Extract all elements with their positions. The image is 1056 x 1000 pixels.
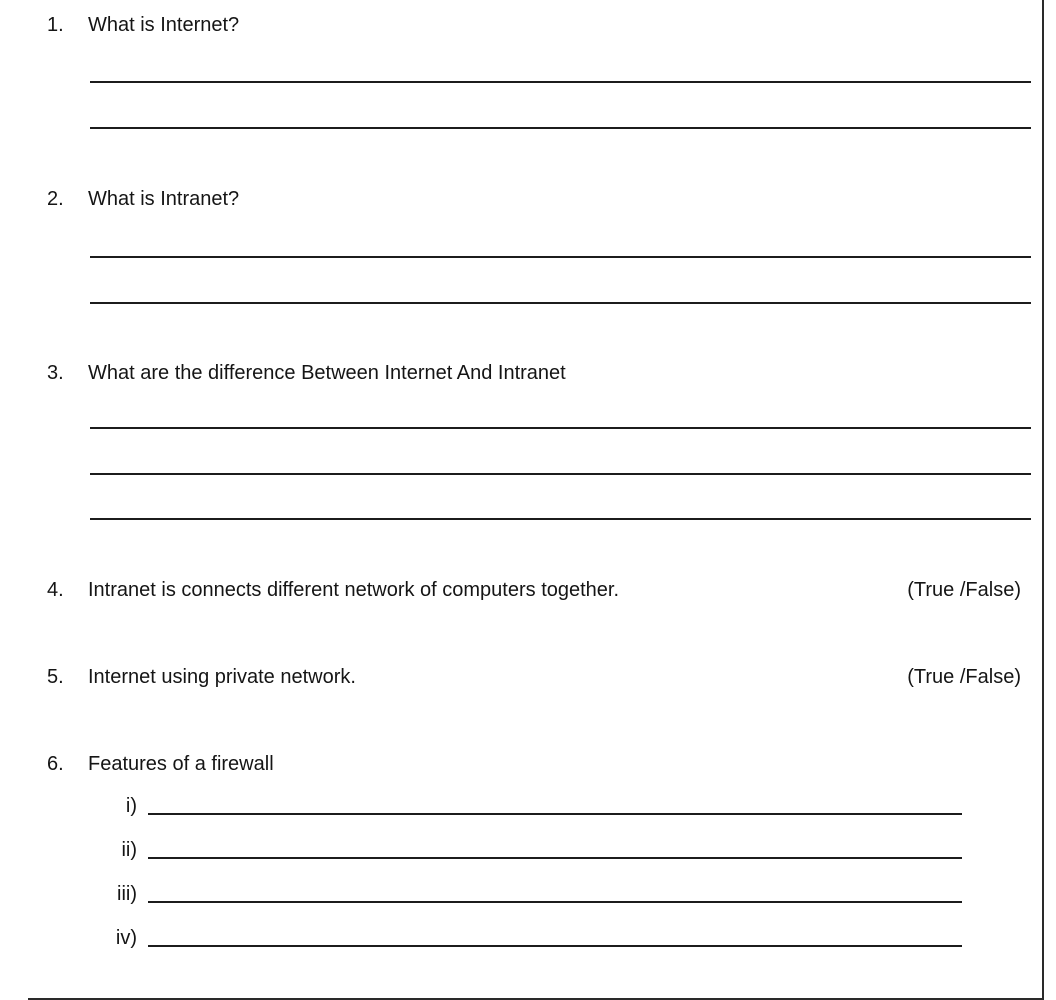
question-6-number: 6. [47,753,64,775]
question-5-number: 5. [47,666,64,688]
question-6-item-i [47,793,1031,819]
question-2-text: What is Intranet? [88,188,240,210]
question-3-text: What are the difference Between Internet And Intranet [88,362,566,384]
question-6-item-ii-label: ii) [121,839,137,861]
question-6-item-iv-answer-line [148,945,962,947]
question-1-answer-line-1 [90,81,1031,83]
question-5 [47,664,1031,690]
question-6-item-iii [47,881,1031,907]
question-2 [47,186,1031,212]
question-3-answer-line-3 [90,518,1031,520]
question-4 [47,577,1031,603]
question-4-number: 4. [47,579,64,601]
question-3-answer-line-1 [90,427,1031,429]
question-1-number: 1. [47,14,64,36]
question-2-answer-line-1 [90,256,1031,258]
question-2-number: 2. [47,188,64,210]
question-6-text: Features of a firewall [88,753,274,775]
question-5-text: Internet using private network. [88,666,356,688]
question-6 [47,751,1031,777]
question-6-item-iii-label: iii) [117,883,137,905]
question-6-item-iii-answer-line [148,901,962,903]
question-6-item-i-label: i) [125,795,137,817]
question-3 [47,360,1031,386]
question-6-item-ii [47,837,1031,863]
question-6-item-iv [47,925,1031,951]
question-6-item-ii-answer-line [148,857,962,859]
question-1-text: What is Internet? [88,14,240,36]
question-4-true-false-hint: (True /False) [907,579,1021,601]
question-4-text: Intranet is connects different network of computers together. [88,579,620,601]
question-2-answer-line-2 [90,302,1031,304]
page-right-border [1042,0,1044,1000]
question-5-true-false-hint: (True /False) [907,666,1021,688]
question-3-answer-line-2 [90,473,1031,475]
question-6-item-i-answer-line [148,813,962,815]
question-6-item-iv-label: iv) [115,927,137,949]
question-3-number: 3. [47,362,64,384]
question-1 [47,12,1031,38]
question-1-answer-line-2 [90,127,1031,129]
